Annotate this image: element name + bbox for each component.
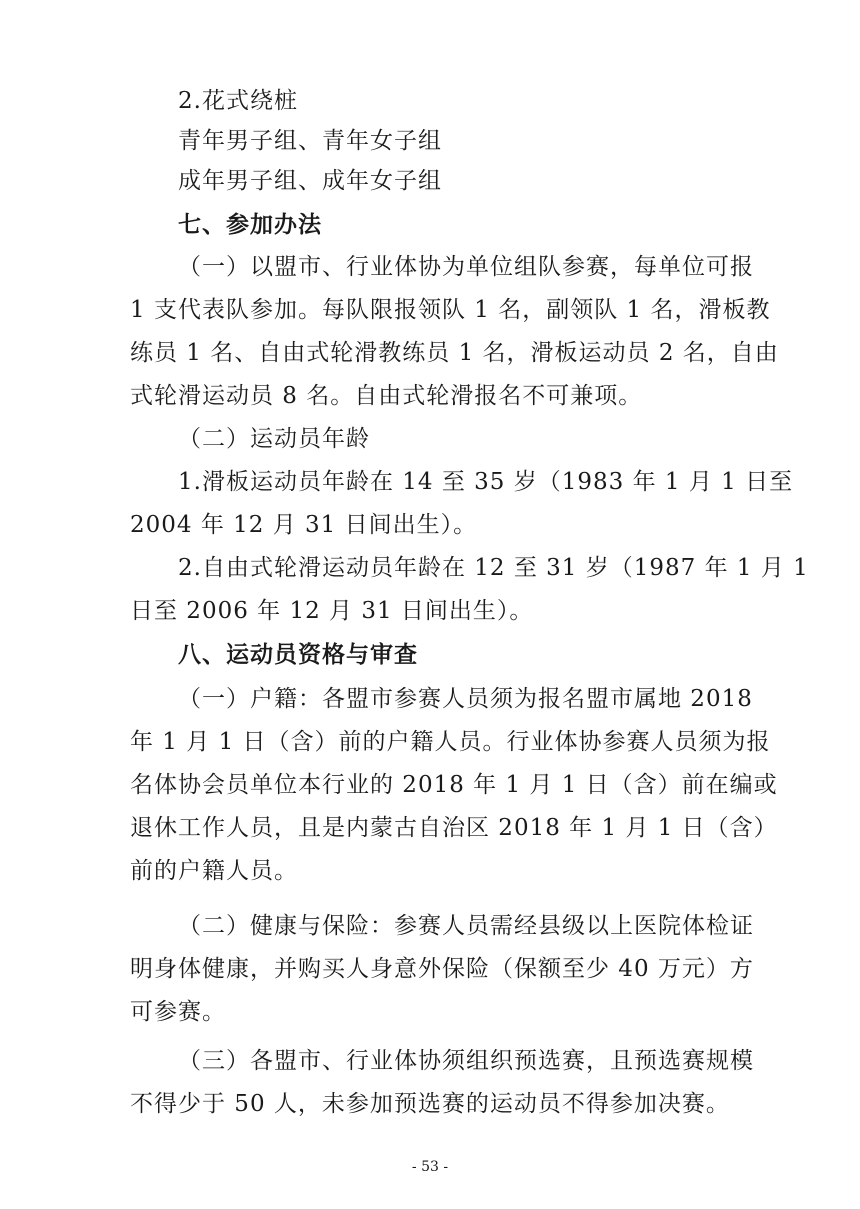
paragraph-line: 2004 年 12 月 31 日间出生）。: [130, 512, 478, 538]
paragraph-line: 1 支代表队参加。每队限报领队 1 名，副领队 1 名，滑板教: [130, 297, 771, 323]
subsection-title-age: （二）运动员年龄: [178, 426, 370, 452]
paragraph-line: 日至 2006 年 12 月 31 日间出生）。: [130, 598, 534, 624]
group-youth: 青年男子组、青年女子组: [178, 128, 442, 154]
paragraph-line: （二）健康与保险：参赛人员需经县级以上医院体检证: [178, 913, 754, 939]
paragraph-line: （一）户籍：各盟市参赛人员须为报名盟市属地 2018: [178, 686, 753, 712]
paragraph-line: 退休工作人员，且是内蒙古自治区 2018 年 1 月 1 日（含）: [130, 815, 778, 841]
paragraph-line: 不得少于 50 人，未参加预选赛的运动员不得参加决赛。: [130, 1091, 730, 1117]
paragraph-line: 名体协会员单位本行业的 2018 年 1 月 1 日（含）前在编或: [130, 772, 778, 798]
page-number: - 53 -: [411, 1159, 449, 1175]
paragraph-line: 前的户籍人员。: [130, 858, 298, 884]
subitem-freestyle-slalom: 2.花式绕桩: [178, 88, 298, 114]
paragraph-line: 2.自由式轮滑运动员年龄在 12 至 31 岁（1987 年 1 月 1: [178, 555, 809, 581]
paragraph-line: （三）各盟市、行业体协须组织预选赛，且预选赛规模: [178, 1048, 754, 1074]
paragraph-line: 明身体健康，并购买人身意外保险（保额至少 40 万元）方: [130, 956, 754, 982]
paragraph-line: （一）以盟市、行业体协为单位组队参赛，每单位可报: [178, 254, 754, 280]
paragraph-line: 年 1 月 1 日（含）前的户籍人员。行业体协参赛人员须为报: [130, 729, 771, 755]
paragraph-line: 练员 1 名、自由式轮滑教练员 1 名，滑板运动员 2 名，自由: [130, 340, 779, 366]
section-heading-eligibility: 八、运动员资格与审查: [178, 642, 418, 668]
paragraph-line: 式轮滑运动员 8 名。自由式轮滑报名不可兼项。: [130, 383, 643, 409]
section-heading-participation: 七、参加办法: [178, 212, 322, 238]
paragraph-line: 1.滑板运动员年龄在 14 至 35 岁（1983 年 1 月 1 日至: [178, 469, 794, 495]
paragraph-line: 可参赛。: [130, 999, 226, 1025]
group-adult: 成年男子组、成年女子组: [178, 168, 442, 194]
